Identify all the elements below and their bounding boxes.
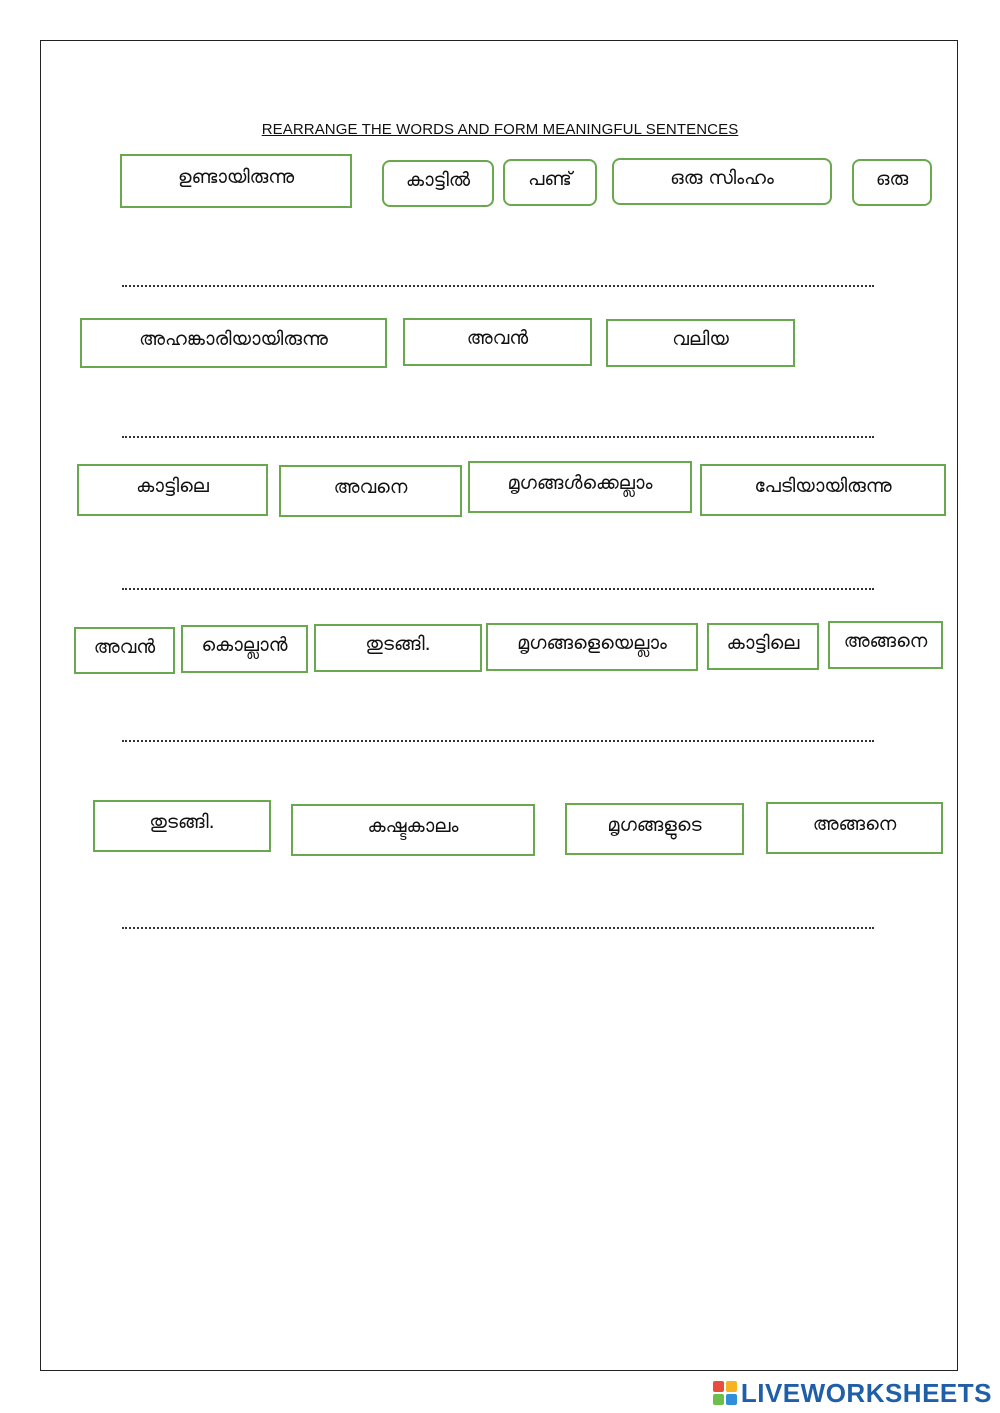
word-box[interactable]: തുടങ്ങി. bbox=[93, 800, 271, 852]
word-box[interactable]: അവനെ bbox=[279, 465, 462, 517]
answer-line[interactable] bbox=[122, 436, 874, 438]
worksheet-title: REARRANGE THE WORDS AND FORM MEANINGFUL SENTENCES bbox=[261, 121, 739, 138]
word-box[interactable]: മൃഗങ്ങളുടെ bbox=[565, 803, 744, 855]
answer-line[interactable] bbox=[122, 740, 874, 742]
word-box[interactable]: അവൻ bbox=[403, 318, 592, 366]
word-box[interactable]: കാട്ടിലെ bbox=[77, 464, 268, 516]
word-box[interactable]: പേടിയായിരുന്നു bbox=[700, 464, 946, 516]
liveworksheets-logo[interactable] bbox=[713, 1378, 992, 1408]
word-box[interactable]: അവൻ bbox=[74, 627, 175, 674]
logo-square-v bbox=[713, 1394, 724, 1405]
answer-line[interactable] bbox=[122, 927, 874, 929]
word-box[interactable]: കാട്ടിൽ bbox=[382, 160, 494, 207]
word-box[interactable]: അങ്ങനെ bbox=[828, 621, 943, 669]
word-box[interactable]: തുടങ്ങി. bbox=[314, 624, 482, 672]
answer-line[interactable] bbox=[122, 285, 874, 287]
word-box[interactable]: ഒരു സിംഹം bbox=[612, 158, 832, 205]
word-box[interactable]: കഷ്ടകാലം bbox=[291, 804, 535, 856]
word-box[interactable]: അങ്ങനെ bbox=[766, 802, 943, 854]
word-box[interactable]: വലിയ bbox=[606, 319, 795, 367]
word-box[interactable]: പണ്ട് bbox=[503, 159, 597, 206]
word-box[interactable]: കാട്ടിലെ bbox=[707, 623, 819, 670]
logo-square-e bbox=[726, 1394, 737, 1405]
word-box[interactable]: ഒരു bbox=[852, 159, 932, 206]
word-box[interactable]: മൃഗങ്ങളെയെല്ലാം bbox=[486, 623, 698, 671]
logo-icon bbox=[713, 1381, 737, 1405]
word-box[interactable]: കൊല്ലാൻ bbox=[181, 625, 308, 673]
logo-square-i bbox=[726, 1381, 737, 1392]
word-box[interactable]: ഉണ്ടായിരുന്നു bbox=[120, 154, 352, 208]
word-box[interactable]: അഹങ്കാരിയായിരുന്നു bbox=[80, 318, 387, 368]
word-box[interactable]: മൃഗങ്ങൾക്കെല്ലാം bbox=[468, 461, 692, 513]
brand-name: LIVEWORKSHEETS bbox=[740, 1377, 992, 1408]
answer-line[interactable] bbox=[122, 588, 874, 590]
logo-square-l bbox=[713, 1381, 724, 1392]
worksheet-frame bbox=[40, 40, 958, 1371]
